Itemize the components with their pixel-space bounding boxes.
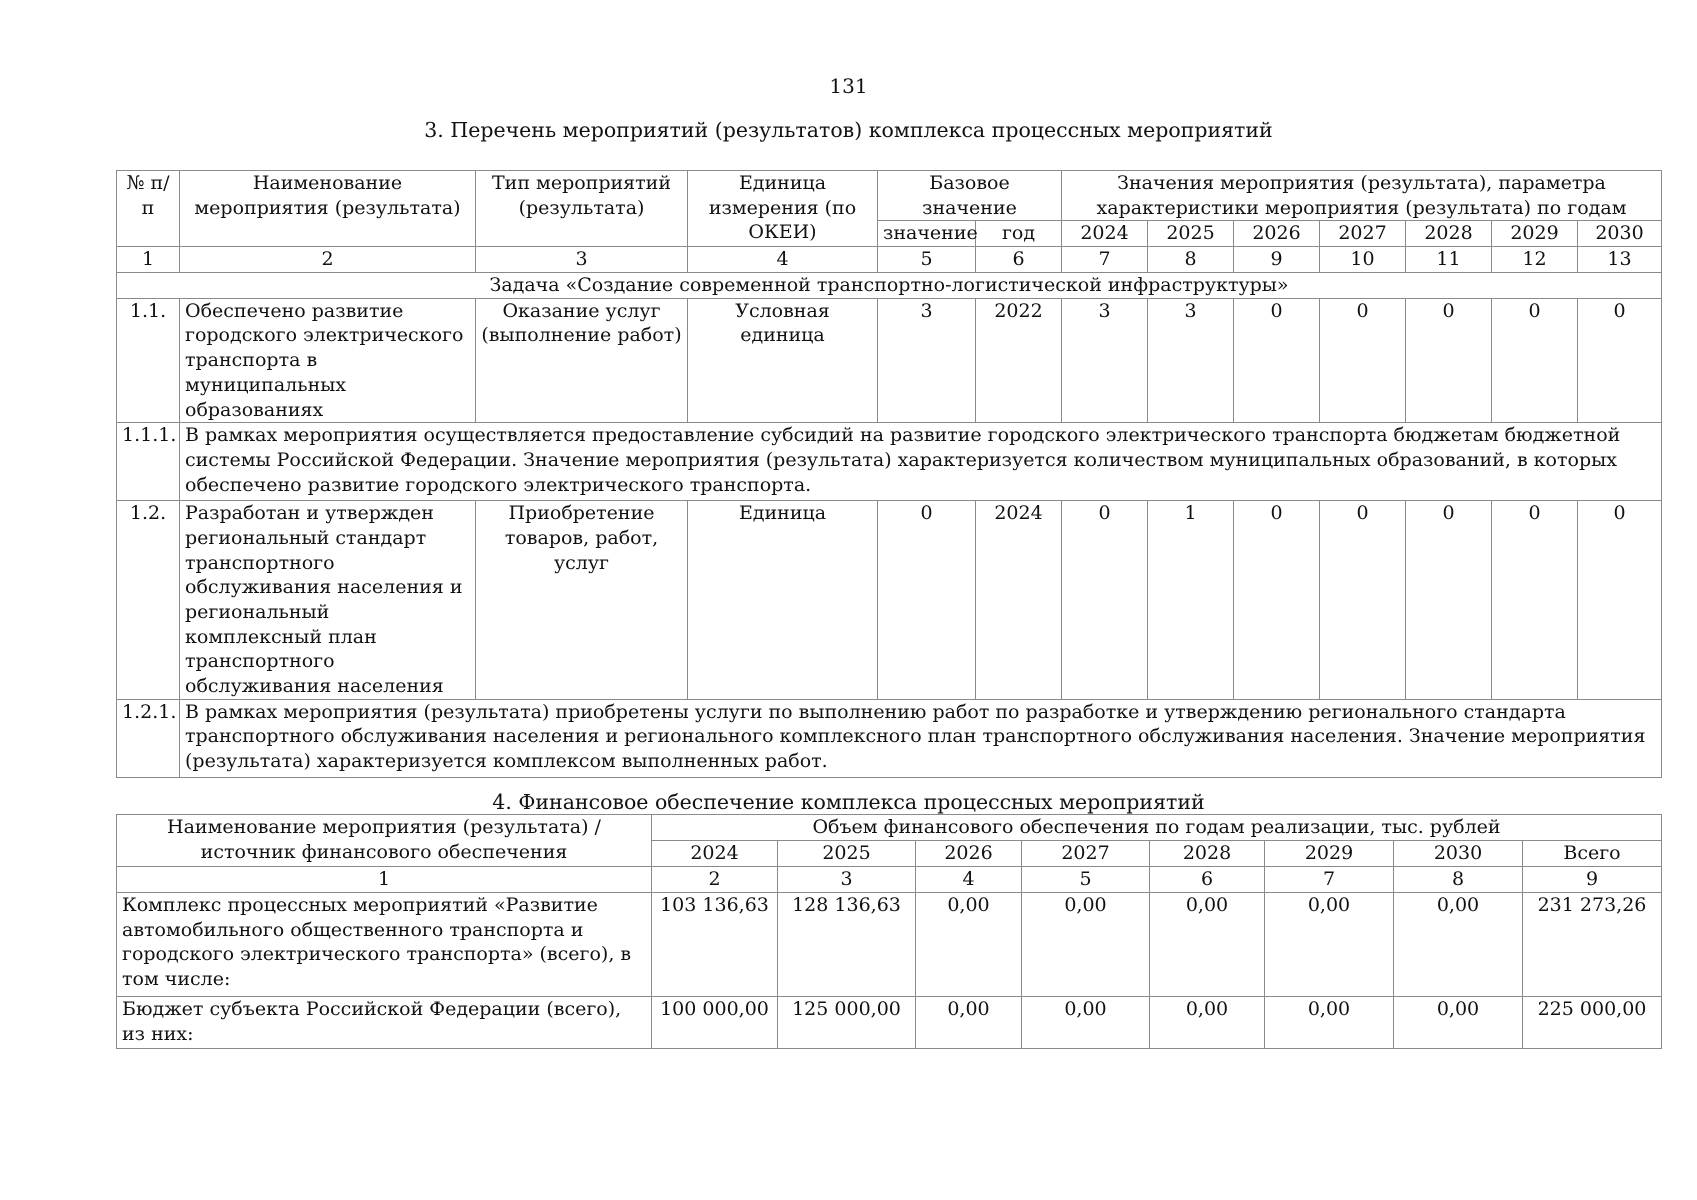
fin-table-row — [117, 997, 1662, 1049]
row-num: 1.1. — [117, 298, 180, 422]
column-number: 7 — [1062, 247, 1148, 273]
fin-row-value: 125 000,00 — [778, 997, 916, 1049]
description-text: В рамках мероприятия осуществляется предоставление субсидий на развитие городского электрического транспорта бюджетам бюджетной системы Российской Федерации. Значение мероприятия (результата) характеризуется количеством муниципальных образований, в которых обеспечено развитие городского электрического транспорта. — [180, 423, 1662, 501]
row-value: 0 — [1578, 298, 1662, 422]
fin-row-name: Бюджет субъекта Российской Федерации (всего), из них: — [117, 997, 652, 1049]
column-number: 8 — [1148, 247, 1234, 273]
header-base: Базовое значение — [878, 171, 1062, 221]
column-number: 1 — [117, 867, 652, 893]
fin-column-numbers-row — [117, 867, 1662, 893]
fin-header-year: 2026 — [916, 841, 1022, 867]
fin-row-value: 128 136,63 — [778, 893, 916, 997]
column-number: 12 — [1492, 247, 1578, 273]
table-row — [117, 501, 1662, 700]
column-number: 9 — [1523, 867, 1662, 893]
description-num: 1.1.1. — [117, 423, 180, 501]
column-number: 3 — [778, 867, 916, 893]
fin-header-year: 2024 — [652, 841, 778, 867]
header-unit: Единица измерения (по ОКЕИ) — [688, 171, 878, 247]
fin-row-value: 0,00 — [1394, 997, 1523, 1049]
column-number: 11 — [1406, 247, 1492, 273]
column-number: 5 — [878, 247, 976, 273]
fin-header-year: 2027 — [1022, 841, 1150, 867]
column-number: 10 — [1320, 247, 1406, 273]
row-value: 0 — [1234, 298, 1320, 422]
column-number: 2 — [180, 247, 476, 273]
row-type: Приобретение товаров, работ, услуг — [476, 501, 688, 700]
row-value: 3 — [1062, 298, 1148, 422]
header-year: 2028 — [1406, 221, 1492, 247]
fin-row-value: 0,00 — [916, 997, 1022, 1049]
fin-row-value: 0,00 — [1265, 893, 1394, 997]
row-value: 3 — [1148, 298, 1234, 422]
financing-table — [116, 814, 1662, 1049]
header-base-year: год — [976, 221, 1062, 247]
row-name: Разработан и утвержден региональный стандарт транспортного обслуживания населения и региональный комплексный план транспортного обслуживания населения — [180, 501, 476, 700]
fin-row-value: 0,00 — [1022, 893, 1150, 997]
header-base-value: значение — [878, 221, 976, 247]
section-4-title: 4. Финансовое обеспечение комплекса процессных мероприятий — [492, 790, 1205, 814]
description-num: 1.2.1. — [117, 699, 180, 777]
column-numbers-row — [117, 247, 1662, 273]
fin-row-value: 0,00 — [1150, 893, 1265, 997]
page-number: 131 — [829, 74, 868, 98]
fin-header-total: Всего — [1523, 841, 1662, 867]
row-value: 0 — [1578, 501, 1662, 700]
row-type: Оказание услуг (выполнение работ) — [476, 298, 688, 422]
fin-row-value: 100 000,00 — [652, 997, 778, 1049]
row-unit: Единица — [688, 501, 878, 700]
description-text: В рамках мероприятия (результата) приобретены услуги по выполнению работ по разработке и утверждению регионального стандарта транспортного обслуживания населения и регионального комплексного план транспортного обслуживания населения. Значение мероприятия (результата) характеризуется комплексом выполненных работ. — [180, 699, 1662, 777]
row-num: 1.2. — [117, 501, 180, 700]
column-number: 1 — [117, 247, 180, 273]
description-row — [117, 423, 1662, 501]
fin-row-value: 0,00 — [1022, 997, 1150, 1049]
row-value: 0 — [1234, 501, 1320, 700]
row-base-value: 0 — [878, 501, 976, 700]
row-value: 0 — [1492, 501, 1578, 700]
column-number: 6 — [1150, 867, 1265, 893]
column-number: 4 — [688, 247, 878, 273]
fin-header-name: Наименование мероприятия (результата) / источник финансового обеспечения — [117, 815, 652, 867]
column-number: 5 — [1022, 867, 1150, 893]
header-year: 2026 — [1234, 221, 1320, 247]
column-number: 8 — [1394, 867, 1523, 893]
fin-table-row — [117, 893, 1662, 997]
section-3-title: 3. Перечень мероприятий (результатов) комплекса процессных мероприятий — [424, 118, 1273, 142]
fin-row-total: 225 000,00 — [1523, 997, 1662, 1049]
fin-header-year: 2025 — [778, 841, 916, 867]
header-name: Наименование мероприятия (результата) — [180, 171, 476, 247]
row-unit: Условная единица — [688, 298, 878, 422]
fin-row-value: 0,00 — [1150, 997, 1265, 1049]
header-type: Тип мероприятий (результата) — [476, 171, 688, 247]
fin-row-total: 231 273,26 — [1523, 893, 1662, 997]
row-value: 0 — [1320, 501, 1406, 700]
activities-table — [116, 170, 1662, 778]
row-value: 0 — [1406, 501, 1492, 700]
column-number: 9 — [1234, 247, 1320, 273]
fin-row-value: 0,00 — [916, 893, 1022, 997]
header-year: 2025 — [1148, 221, 1234, 247]
table-row — [117, 298, 1662, 422]
column-number: 4 — [916, 867, 1022, 893]
header-values: Значения мероприятия (результата), параметра характеристики мероприятия (результата) по годам — [1062, 171, 1662, 221]
task-row — [117, 272, 1662, 298]
fin-header-volume: Объем финансового обеспечения по годам реализации, тыс. рублей — [652, 815, 1662, 841]
description-row — [117, 699, 1662, 777]
column-number: 3 — [476, 247, 688, 273]
column-number: 2 — [652, 867, 778, 893]
fin-row-value: 0,00 — [1394, 893, 1523, 997]
row-base-value: 3 — [878, 298, 976, 422]
fin-row-value: 103 136,63 — [652, 893, 778, 997]
row-base-year: 2022 — [976, 298, 1062, 422]
row-value: 1 — [1148, 501, 1234, 700]
column-number: 7 — [1265, 867, 1394, 893]
header-num: № п/п — [117, 171, 180, 247]
fin-row-value: 0,00 — [1265, 997, 1394, 1049]
row-value: 0 — [1492, 298, 1578, 422]
fin-header-year: 2028 — [1150, 841, 1265, 867]
row-base-year: 2024 — [976, 501, 1062, 700]
fin-row-name: Комплекс процессных мероприятий «Развитие автомобильного общественного транспорта и городского электрического транспорта» (всего), в том числе: — [117, 893, 652, 997]
header-year: 2024 — [1062, 221, 1148, 247]
header-year: 2027 — [1320, 221, 1406, 247]
column-number: 13 — [1578, 247, 1662, 273]
header-year: 2030 — [1578, 221, 1662, 247]
row-value: 0 — [1320, 298, 1406, 422]
column-number: 6 — [976, 247, 1062, 273]
row-name: Обеспечено развитие городского электрического транспорта в муниципальных образованиях — [180, 298, 476, 422]
row-value: 0 — [1406, 298, 1492, 422]
fin-header-year: 2029 — [1265, 841, 1394, 867]
row-value: 0 — [1062, 501, 1148, 700]
header-year: 2029 — [1492, 221, 1578, 247]
task-label: Задача «Создание современной транспортно-логистической инфраструктуры» — [117, 272, 1662, 298]
fin-header-year: 2030 — [1394, 841, 1523, 867]
